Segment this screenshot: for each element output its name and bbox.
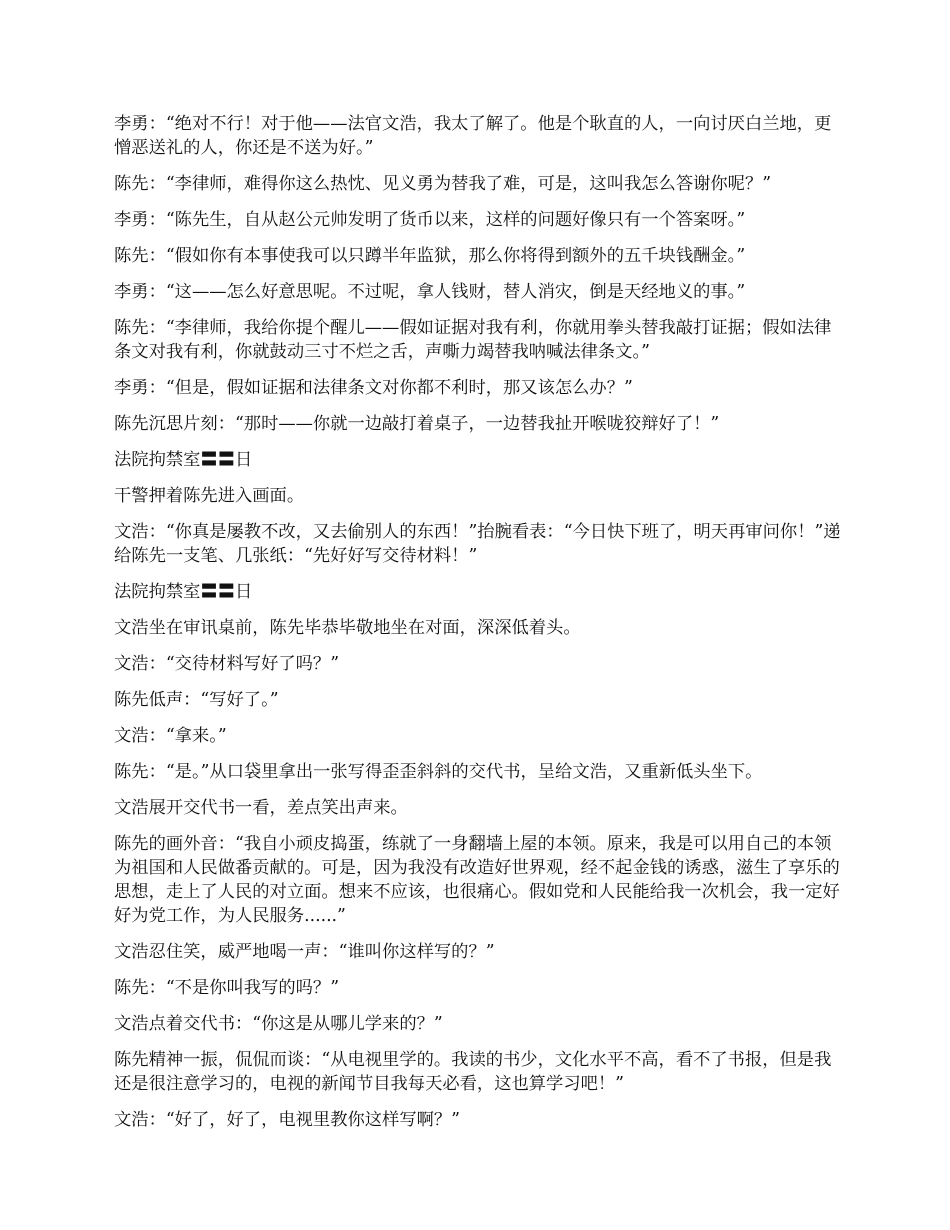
paragraph-24: 文浩：“好了，好了，电视里教你这样写啊？” [114,1110,461,1130]
scene-heading-1: 法院拘禁室〓〓日 [114,450,253,470]
paragraph-11: 文浩：“你真是屡教不改，又去偷别人的东西！”抬腕看表：“今日快下班了，明天再审问你！”递给陈先一支笔、几张纸：“先好好写交待材料！” [114,522,841,566]
document-body [114,112,844,1144]
paragraph-3: 李勇：“陈先生，自从赵公元帅发明了货币以来，这样的问题好像只有一个答案呀。” [114,210,746,230]
paragraph-14: 文浩：“交待材料写好了吗？” [114,654,340,674]
paragraph-16: 文浩：“拿来。” [114,726,227,746]
paragraph-19: 陈先的画外音：“我自小顽皮捣蛋，练就了一身翻墙上屋的本领。原来，我是可以用自己的本领为祖国和人民做番贡献的。可是，因为我没有改造好世界观，经不起金钱的诱惑，滋生了享乐的思想，走上了人民的对立面。想来不应该，也很痛心。假如党和人民能给我一次机会，我一定好好为党工作，为人民服务......” [114,834,840,926]
paragraph-23: 陈先精神一振，侃侃而谈：“从电视里学的。我读的书少，文化水平不高，看不了书报，但是我还是很注意学习的，电视的新闻节目我每天必看，这也算学习吧！” [114,1050,832,1094]
paragraph-5: 李勇：“这——怎么好意思呢。不过呢，拿人钱财，替人消灾，倒是天经地义的事。” [114,282,746,302]
paragraph-4: 陈先：“假如你有本事使我可以只蹲半年监狱，那么你将得到额外的五千块钱酬金。” [114,246,746,266]
paragraph-13: 文浩坐在审讯桌前，陈先毕恭毕敬地坐在对面，深深低着头。 [114,618,581,638]
paragraph-6: 陈先：“李律师，我给你提个醒儿——假如证据对我有利，你就用拳头替我敲打证据；假如法律条文对我有利，你就鼓动三寸不烂之舌，声嘶力竭替我呐喊法律条文。” [114,318,832,362]
paragraph-2: 陈先：“李律师，难得你这么热忱、见义勇为替我了难，可是，这叫我怎么答谢你呢？” [114,174,772,194]
paragraph-15: 陈先低声：“写好了。” [114,690,279,710]
paragraph-8: 陈先沉思片刻：“那时——你就一边敲打着桌子，一边替我扯开喉咙狡辩好了！” [114,414,720,434]
paragraph-17: 陈先：“是。”从口袋里拿出一张写得歪歪斜斜的交代书，呈给文浩，又重新低头坐下。 [114,762,763,782]
paragraph-10: 干警押着陈先进入画面。 [114,486,305,506]
scene-heading-2: 法院拘禁室〓〓日 [114,582,253,602]
paragraph-18: 文浩展开交代书一看，差点笑出声来。 [114,798,408,818]
paragraph-22: 文浩点着交代书：“你这是从哪儿学来的？” [114,1014,443,1034]
paragraph-7: 李勇：“但是，假如证据和法律条文对你都不利时，那又该怎么办？” [114,378,633,398]
paragraph-1: 李勇：“绝对不行！对于他——法官文浩，我太了解了。他是个耿直的人，一向讨厌白兰地，更憎恶送礼的人，你还是不送为好。” [114,114,832,158]
paragraph-20: 文浩忍住笑，威严地喝一声：“谁叫你这样写的？” [114,942,495,962]
paragraph-21: 陈先：“不是你叫我写的吗？” [114,978,340,998]
